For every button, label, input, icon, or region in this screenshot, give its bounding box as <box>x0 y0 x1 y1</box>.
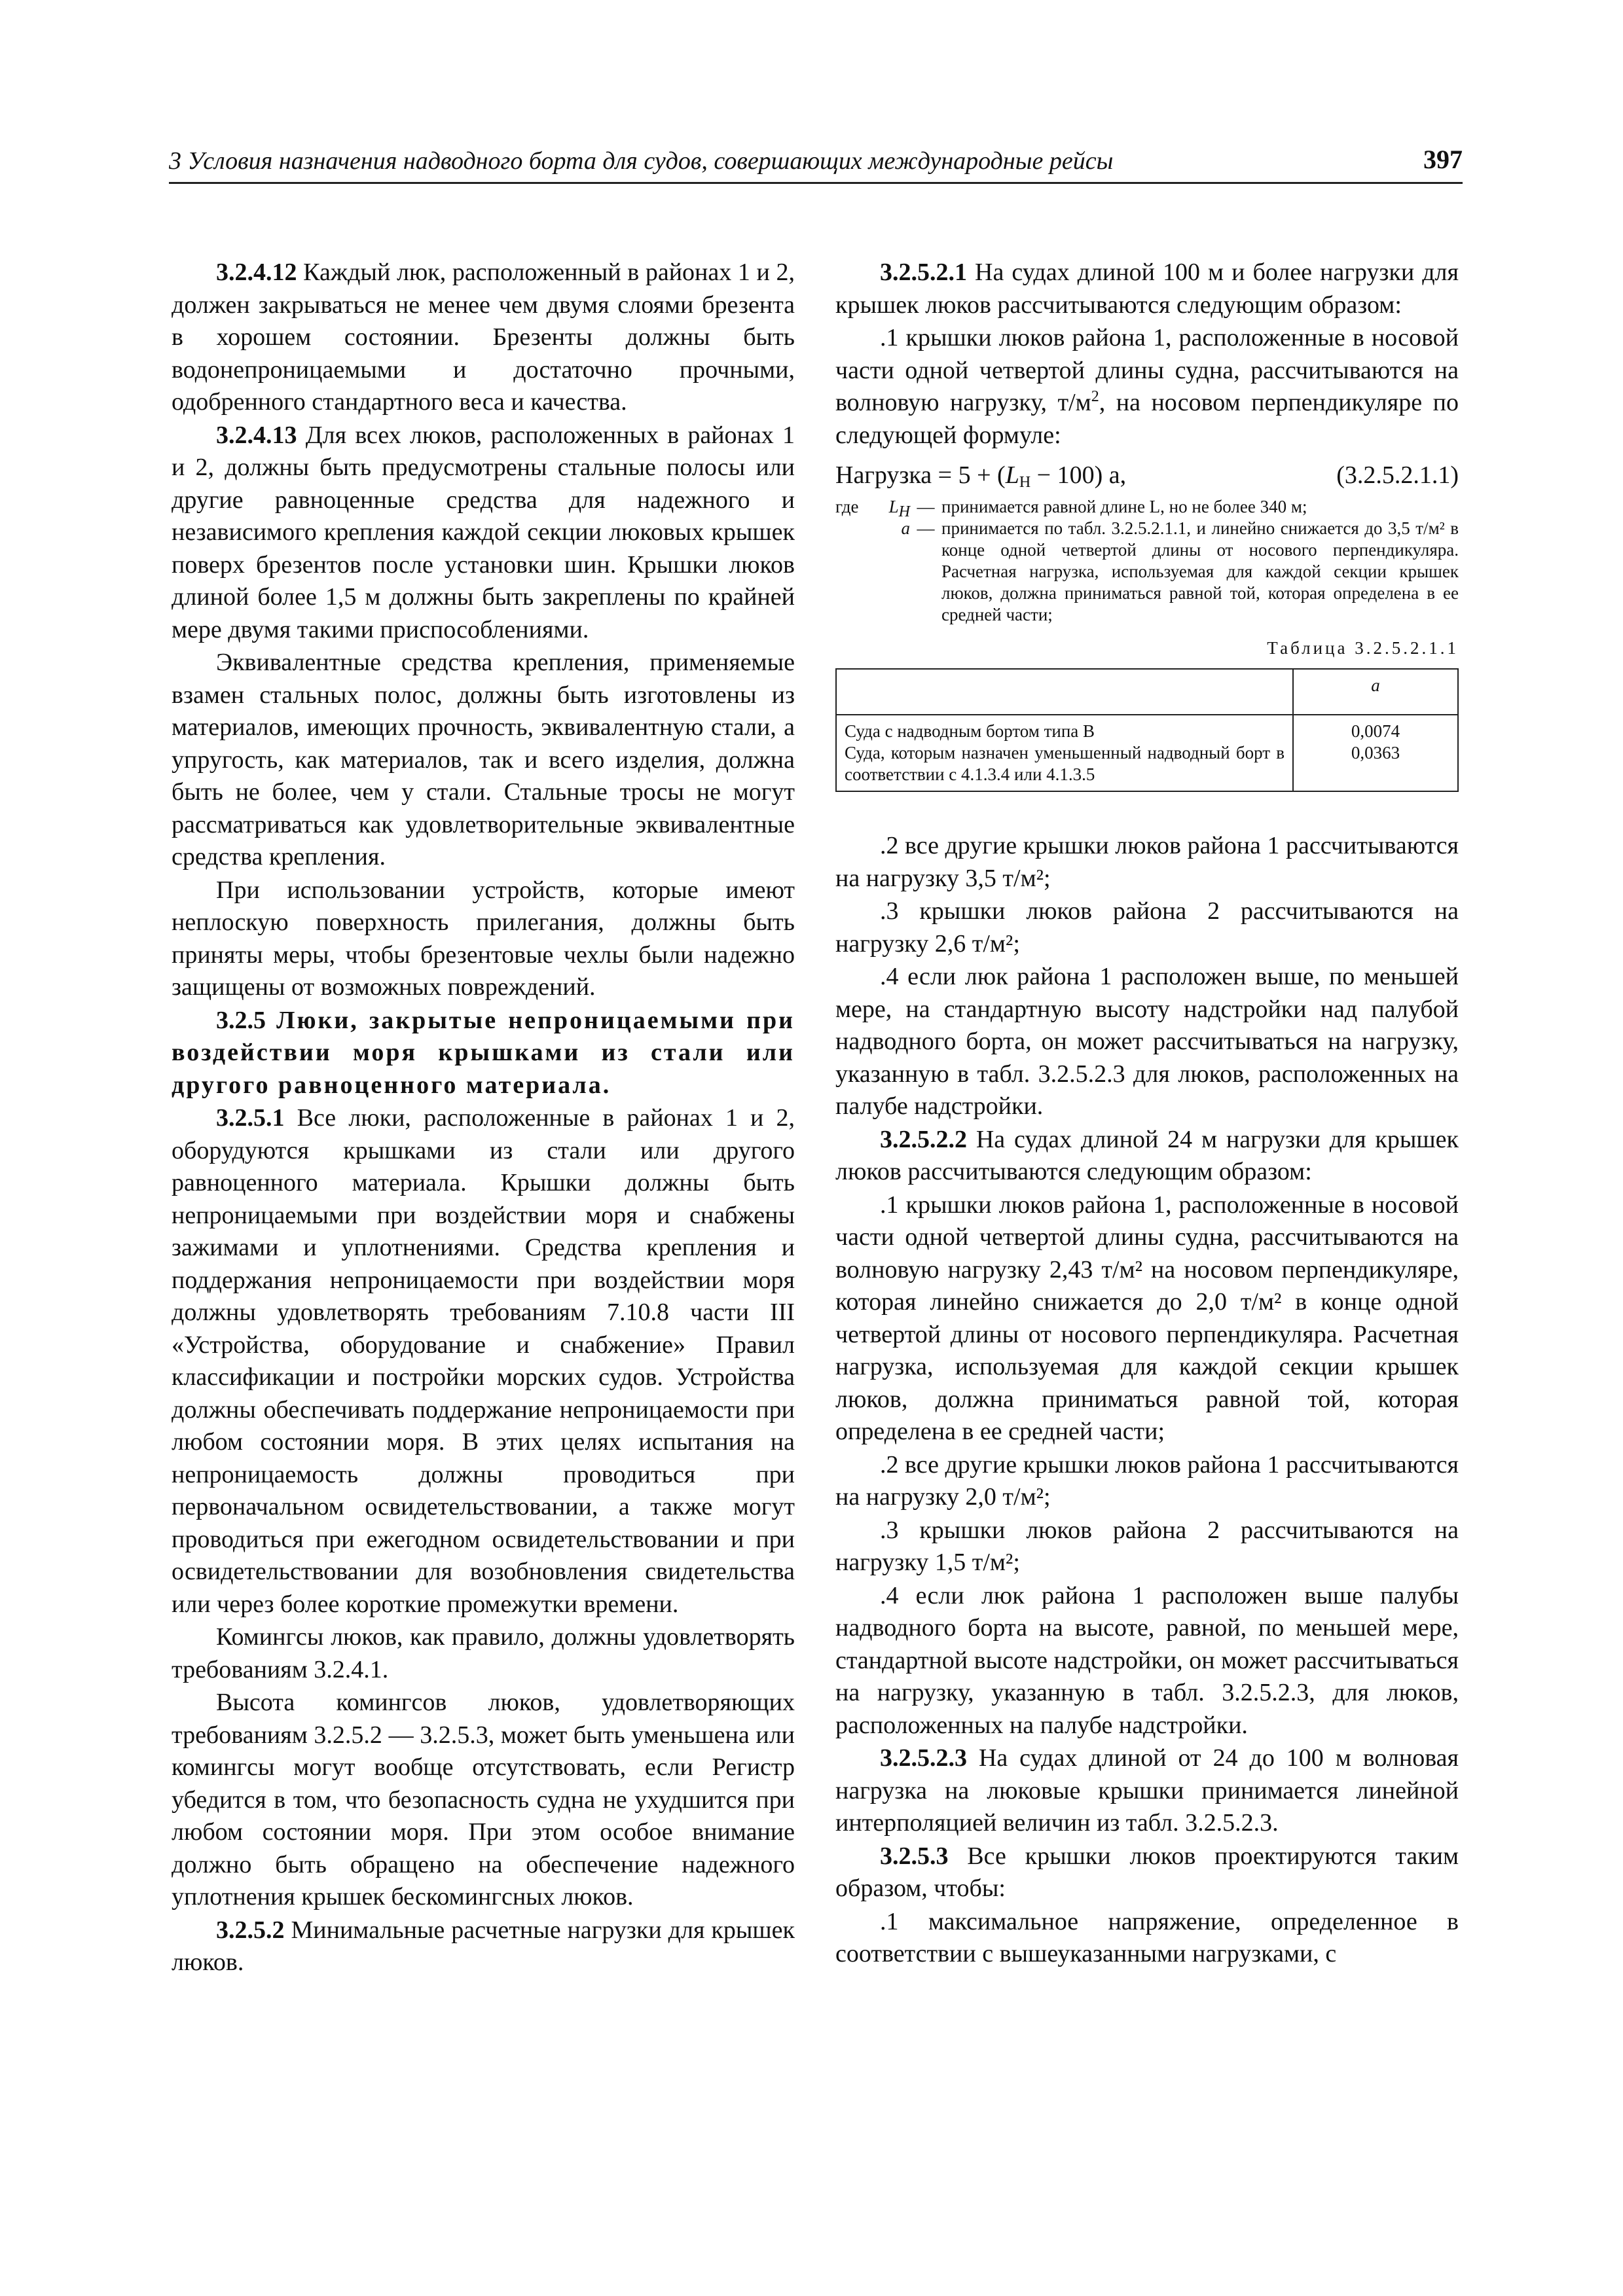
table-header-row <box>836 669 1458 715</box>
paragraph: .3 крышки люков района 2 рассчитываются на нагрузку 1,5 т/м²; <box>835 1516 1459 1576</box>
paragraph-text: , на носовом перпендикуляре по следующей формуле: <box>835 389 1459 449</box>
coefficient-table <box>835 668 1459 792</box>
clause-number: 3.2.5.2 <box>216 1916 285 1944</box>
paragraph: .1 максимальное напряжение, определенное в соответствии с вышеуказанными нагрузками, с <box>835 1907 1459 1967</box>
right-column <box>835 257 1459 1971</box>
paragraph: .3 крышки люков района 2 рассчитываются на нагрузку 2,6 т/м²; <box>835 897 1459 958</box>
table-header-cell: a <box>1293 669 1458 715</box>
paragraph: .4 если люк района 1 расположен выше, по меньшей мере, на стандартную высоту надстройки над палубой надводного борта, он может рассчитываться на нагрузку, указанную в табл. 3.2.5.2.3 для люков, расположенных на палубе надстройки. <box>835 963 1459 1120</box>
formula-expression: Нагрузка = $5 + (L_H - 100)$ a, <box>835 461 1127 491</box>
clause-number: 3.2.4.12 <box>216 259 297 286</box>
paragraph <box>835 1742 1459 1840</box>
legend-description: принимается равной длине L, но не более 340 м; <box>941 496 1307 516</box>
paragraph: Комингсы люков, как правило, должны удовлетворять требованиям 3.2.4.1. <box>172 1623 795 1683</box>
paragraph-text: На судах длиной 24 м нагрузки для крышек люков рассчитываются следующим образом: <box>835 1125 1459 1185</box>
header-title: 3 Условия назначения надводного борта для судов, совершающих международные рейсы <box>169 147 1114 175</box>
paragraph: .2 все другие крышки люков района 1 рассчитываются на нагрузку 3,5 т/м²; <box>835 832 1459 892</box>
left-column <box>172 257 795 1980</box>
clause-number: 3.2.5 <box>216 1006 266 1034</box>
paragraph <box>835 1124 1459 1189</box>
legend-row: где $L_H$ — принимается равной длине L, но не более 340 м; <box>835 496 1459 518</box>
legend-lead: где <box>835 496 859 516</box>
clause-number: 3.2.5.1 <box>216 1104 285 1132</box>
paragraph: При использовании устройств, которые имеют неплоскую поверхность прилегания, должны быть приняты меры, чтобы брезентовые чехлы были надежно защищены от возможных повреждений. <box>172 876 795 1001</box>
paragraph-text: На судах длиной от 24 до 100 м волновая нагрузка на люковые крышки принимается линейной интерполяцией величин из табл. 3.2.5.2.3. <box>835 1744 1459 1837</box>
paragraph-text: Все крышки люков проектируются таким образом, чтобы: <box>835 1842 1459 1902</box>
legend-symbol: $L_H$ <box>888 496 910 520</box>
clause-number: 3.2.5.2.1 <box>880 259 967 286</box>
formula-number: (3.2.5.2.1.1) <box>1336 461 1459 489</box>
paragraph <box>835 322 1459 452</box>
legend-row: a — принимается по табл. 3.2.5.2.1.1, и линейно снижается до 3,5 т/м² в конце одной четвертой длины от носового перпендикуляра. Расчетная нагрузка, используемая для каждой секции крышек люков, должна приниматься равной той, которая определена в ее средней части; <box>835 518 1459 626</box>
paragraph: .1 крышки люков района 1, расположенные в носовой части одной четвертой длины судна, рассчитываются на волновую нагрузку 2,43 т/м² на носовом перпендикуляре, которая линейно снижается до 2,0 т/м² в конце одной четвертой длины от носового перпендикуляра. Расчетная нагрузка, используемая для каждой секции крышек люков, должна приниматься равной той, которая определена в ее средней части; <box>835 1191 1459 1445</box>
table-cell-desc: Суда с надводным бортом типа В Суда, которым назначен уменьшенный надводный борт в соответствии с 4.1.3.4 или 4.1.3.5 <box>836 715 1293 791</box>
paragraph: .4 если люк района 1 расположен выше палубы надводного борта на высоте, равной, по меньшей мере, стандартной высоте надстройки, он может рассчитываться на нагрузку, указанную в табл. 3.2.5.2.3, для люков, расположенных на палубе надстройки. <box>835 1581 1459 1739</box>
table-cell-value: 0,0074 0,0363 <box>1293 715 1458 791</box>
clause-number: 3.2.5.2.3 <box>880 1744 967 1772</box>
paragraph <box>835 1840 1459 1905</box>
paragraph-text: Для всех люков, расположенных в районах 1 и 2, должны быть предусмотрены стальные полосы или другие равноценные средства для надежного и независимого крепления каждой секции люковых крышек поверх брезентов после установки шин. Крышки люков длиной более 1,5 м должны быть закреплены по крайней мере двумя такими приспособлениями. <box>172 421 795 643</box>
paragraph-text: Все люки, расположенные в районах 1 и 2, оборудуются крышками из стали или другого равноценного материала. Крышки должны быть непроницаемыми при воздействии моря и снабжены зажимами и уплотнениями. Средства крепления и поддержания непроницаемости при воздействии моря должны удовлетворять требованиям 7.10.8 части III «Устройства, оборудование и снабжение» Правил классификации и постройки морских судов. Устройства должны обеспечивать поддержание непроницаемости при любом состоянии моря. В этих целях испытания на непроницаемость должны проводиться при первоначальном освидетельствовании, а также могут проводиться при ежегодном освидетельствовании и при освидетельствовании для возобновления свидетельства или через более короткие промежутки времени. <box>172 1104 795 1618</box>
clause-number: 3.2.4.13 <box>216 421 297 449</box>
paragraph: Эквивалентные средства крепления, применяемые взамен стальных полос, должны быть изготовлены из материалов, имеющих прочность, эквивалентную стали, а упругость, как материалов, так и всего изделия, должна быть не более, чем у стали. Стальные тросы не могут рассматриваться как удовлетворительные эквивалентные средства крепления. <box>172 649 795 870</box>
load-formula <box>835 459 1459 492</box>
paragraph <box>172 257 795 419</box>
paragraph-text: Каждый люк, расположенный в районах 1 и 2, должен закрываться не менее чем двумя слоями брезента в хорошем состоянии. Брезенты должны быть водонепроницаемыми и достаточно прочными, одобренного стандартного веса и качества. <box>172 259 795 416</box>
paragraph-text: На судах длиной 100 м и более нагрузки для крышек люков рассчитываются следующим образом: <box>835 259 1459 319</box>
section-heading <box>172 1005 795 1102</box>
paragraph <box>172 420 795 647</box>
page-number: 397 <box>1423 145 1463 174</box>
paragraph: .2 все другие крышки люков района 1 рассчитываются на нагрузку 2,0 т/м²; <box>835 1450 1459 1511</box>
formula-legend <box>835 496 1459 626</box>
paragraph-text: .1 крышки люков района 1, расположенные в носовой части одной четвертой длины судна, рассчитываются на волновую нагрузку, т/м <box>835 324 1459 416</box>
paragraph-text: Минимальные расчетные нагрузки для крышек люков. <box>172 1916 795 1976</box>
legend-symbol: a <box>901 518 910 538</box>
table-header-cell <box>836 669 1293 715</box>
clause-number: 3.2.5.3 <box>880 1842 949 1870</box>
clause-number: 3.2.5.2.2 <box>880 1125 967 1153</box>
table-caption: Таблица 3.2.5.2.1.1 <box>1267 637 1459 658</box>
legend-description: принимается по табл. 3.2.5.2.1.1, и линейно снижается до 3,5 т/м² в конце одной четвертой длины от носового перпендикуляра. Расчетная нагрузка, используемая для каждой секции крышек люков, должна приниматься равной той, которая определена в ее средней части; <box>941 518 1459 624</box>
section-heading-text: Люки, закрытые непроницаемыми при воздействии моря крышками из стали или другого равноценного материала. <box>172 1006 795 1099</box>
paragraph <box>172 1102 795 1621</box>
paragraph <box>835 257 1459 321</box>
paragraph <box>172 1914 795 1979</box>
superscript: 2 <box>1091 388 1099 405</box>
paragraph: Высота комингсов люков, удовлетворяющих требованиям 3.2.5.2 — 3.2.5.3, может быть уменьшена или комингсы могут вообще отсутствовать, если Регистр убедится в том, что безопасность судна не ухудшится при любом состоянии моря. При этом особое внимание должно быть обращено на обеспечение надежного уплотнения крышек бескомингсных люков. <box>172 1689 795 1910</box>
table-row <box>836 715 1458 791</box>
running-header <box>169 143 1463 184</box>
